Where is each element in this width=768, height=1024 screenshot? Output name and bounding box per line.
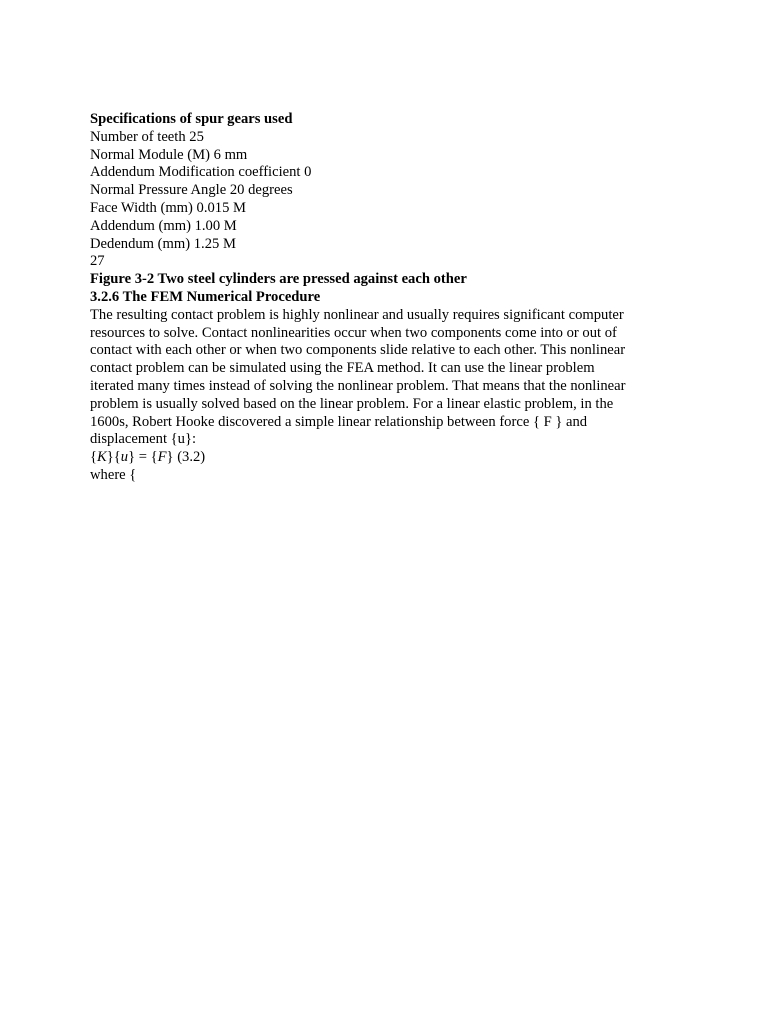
spec-row-addendum: Addendum (mm) 1.00 M <box>90 217 237 234</box>
spec-heading: Specifications of spur gears used <box>90 111 293 127</box>
spec-row-face-width: Face Width (mm) 0.015 M <box>90 199 247 216</box>
spec-row-addendum-coefficient: Addendum Modification coefficient 0 <box>90 164 312 181</box>
where-line: where { <box>90 466 137 483</box>
equation: {K}{u} = {F} (3.2) <box>90 449 206 466</box>
figure-caption: Figure 3-2 Two steel cylinders are pressed against each other <box>90 271 467 288</box>
document-page <box>90 111 650 485</box>
spec-row-dedendum: Dedendum (mm) 1.25 M <box>90 235 236 252</box>
equation-u: u <box>120 449 129 466</box>
equation-number: (3.2) <box>177 449 206 466</box>
section-heading: 3.2.6 The FEM Numerical Procedure <box>90 288 321 305</box>
spec-row-pressure-angle: Normal Pressure Angle 20 degrees <box>90 182 293 199</box>
spec-row-teeth: Number of teeth 25 <box>90 128 204 145</box>
equation-k: K <box>97 449 107 466</box>
spec-row-module: Normal Module (M) 6 mm <box>90 146 248 163</box>
page-number: 27 <box>90 253 105 270</box>
equation-f: F <box>157 449 167 466</box>
body-paragraph: The resulting contact problem is highly nonlinear and usually requires significant computer resources to solve. Contact nonlinearities occur when two components come into or out of contact with each other or when two components slide relative to each other. This nonlinear contact problem can be simulated using the FEA method. It can use the linear problem iterated many times instead of solving the nonlinear problem. That means that the nonlinear problem is usually solved based on the linear problem. For a linear elastic problem, in the 1600s, Robert Hooke discovered a simple linear relationship between force { F } and displacement {u}: <box>90 306 626 448</box>
